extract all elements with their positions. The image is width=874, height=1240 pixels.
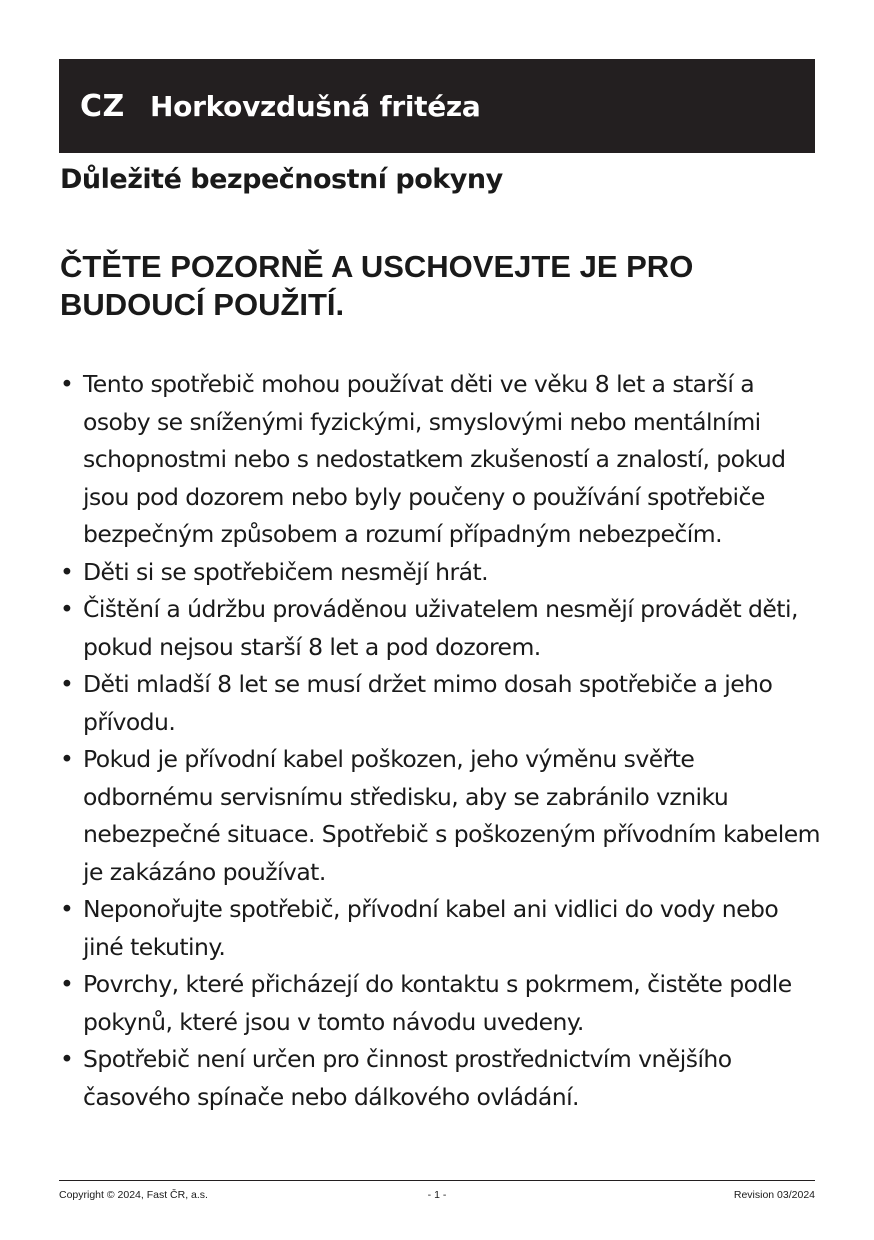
list-item [60,1041,820,1116]
copyright-notice: Copyright © 2024, Fast ČR, a.s. [59,1189,208,1201]
bullet-icon: • [60,370,74,398]
bullet-icon: • [60,895,74,923]
document-title: Horkovzdušná fritéza [150,89,481,123]
footer [59,1189,815,1205]
revision-label: Revision 03/2024 [733,1189,815,1201]
language-code: CZ [80,88,125,124]
page-number: - 1 - [427,1189,447,1201]
safety-instructions-list [60,366,820,1116]
list-item [60,741,820,891]
section-title: Důležité bezpečnostní pokyny [60,164,503,195]
list-item-text: Neponořujte spotřebič, přívodní kabel ani vidlici do vody nebo jiné tekutiny. [83,895,779,961]
bullet-icon: • [60,670,74,698]
bullet-icon: • [60,745,74,773]
list-item [60,554,820,592]
list-item [60,966,820,1041]
header-bar [59,59,815,153]
footer-divider [59,1180,815,1181]
list-item [60,366,820,554]
list-item-text: Tento spotřebič mohou používat děti ve věku 8 let a starší a osoby se sníženými fyzickými, smyslovými nebo mentálními schopnostmi nebo s nedostatkem zkušeností a znalostí, pokud jsou pod dozorem nebo byly poučeny o používání spotřebiče bezpečným způsobem a rozumí případným nebezpečím. [83,370,786,548]
list-item-text: Spotřebič není určen pro činnost prostřednictvím vnějšího časového spínače nebo dálkového ovládání. [83,1045,732,1111]
list-item [60,666,820,741]
list-item-text: Pokud je přívodní kabel poškozen, jeho výměnu svěřte odbornému servisnímu středisku, aby se zabránilo vzniku nebezpečné situace. Spotřebič s poškozeným přívodním kabelem je zakázáno používat. [83,745,820,886]
list-item-text: Děti mladší 8 let se musí držet mimo dosah spotřebiče a jeho přívodu. [83,670,773,736]
list-item-text: Děti si se spotřebičem nesmějí hrát. [83,557,489,586]
bullet-icon: • [60,1045,74,1073]
bullet-icon: • [60,970,74,998]
warning-notice: ČTĚTE POZORNĚ A USCHOVEJTE JE PRO BUDOUCÍ POUŽITÍ. [60,249,694,322]
bullet-icon: • [60,557,74,586]
list-item [60,891,820,966]
list-item-text: Čištění a údržbu prováděnou uživatelem nesmějí provádět děti, pokud nejsou starší 8 let a pod dozorem. [83,595,798,661]
list-item-text: Povrchy, které přicházejí do kontaktu s pokrmem, čistěte podle pokynů, které jsou v tomto návodu uvedeny. [83,970,792,1036]
list-item [60,591,820,666]
bullet-icon: • [60,595,74,623]
